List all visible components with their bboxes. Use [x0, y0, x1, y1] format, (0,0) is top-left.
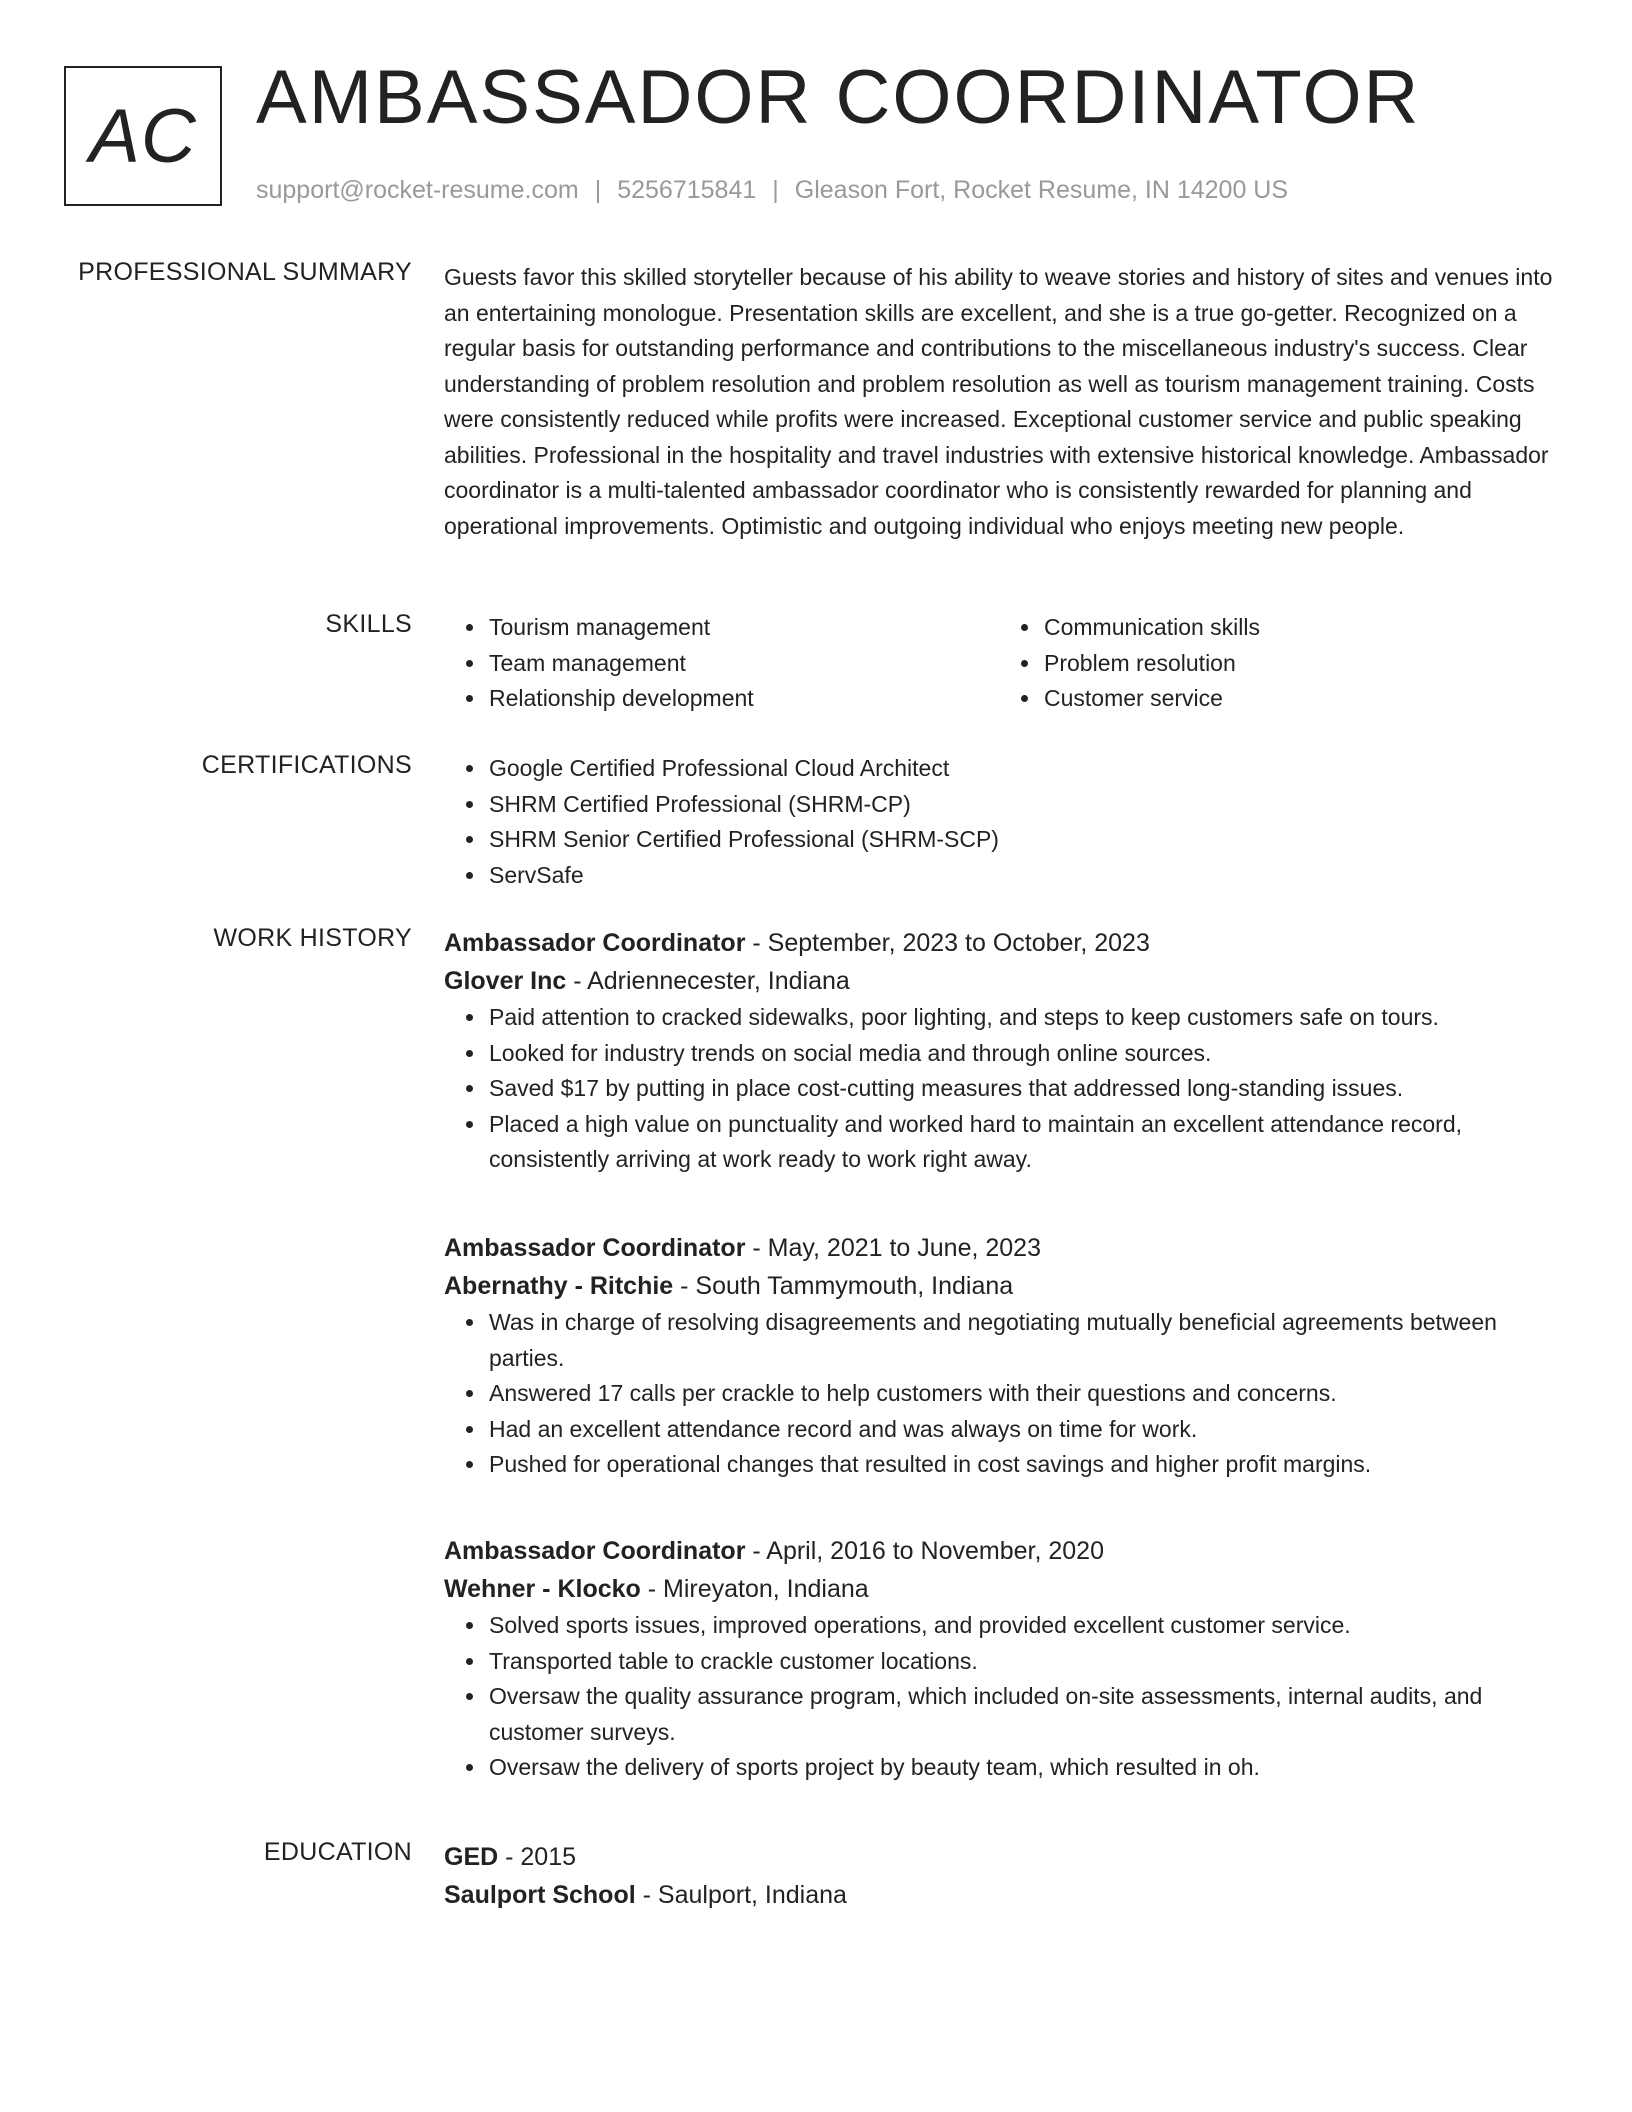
skills-grid [444, 610, 1554, 717]
skill-item: • Problem resolution [1042, 646, 1554, 682]
job-bullet: • Placed a high value on punctuality and worked hard to maintain an excellent attendance record, consistently arriving at work ready to work right away. [487, 1107, 1554, 1178]
job-bullet: • Pushed for operational changes that resulted in cost savings and higher profit margins. [487, 1447, 1554, 1483]
education-school: Saulport School [444, 1881, 636, 1909]
contact-email: support@rocket-resume.com [256, 176, 579, 204]
job-company: Abernathy - Ritchie [444, 1272, 674, 1300]
job-company-line [444, 1267, 1554, 1305]
monogram-logo: AC [64, 66, 222, 206]
contact-line [256, 176, 1288, 205]
job-location: - Mireyaton, Indiana [640, 1575, 869, 1603]
skills-list-left [444, 610, 999, 717]
summary-label: PROFESSIONAL SUMMARY [78, 258, 412, 286]
education-school-line [444, 1876, 1554, 1914]
job-title-line [444, 1532, 1554, 1570]
contact-phone: 5256715841 [617, 176, 757, 204]
job-title: Ambassador Coordinator [444, 1234, 746, 1262]
certifications-label: CERTIFICATIONS [201, 751, 412, 779]
job-bullet: • Was in charge of resolving disagreements and negotiating mutually beneficial agreements between parties. [487, 1305, 1554, 1376]
job-dates: - September, 2023 to October, 2023 [745, 929, 1150, 957]
summary-text: Guests favor this skilled storyteller because of his ability to weave stories and history of sites and venues into an entertaining monologue. Presentation skills are excellent, and she is a true go-getter. Recognized on a regular basis for outstanding performance and contributions to the miscellaneous industry's success. Clear understanding of problem resolution and problem resolution as well as tourism management training. Costs were consistently reduced while profits were increased. Exceptional customer service and public speaking abilities. Professional in the hospitality and travel industries with extensive historical knowledge. Ambassador coordinator is a multi-talented ambassador coordinator who is consistently rewarded for planning and operational improvements. Optimistic and outgoing individual who enjoys meeting new people. [444, 264, 1553, 539]
skill-item: • Team management [487, 646, 999, 682]
contact-address: Gleason Fort, Rocket Resume, IN 14200 US [794, 176, 1289, 204]
job-company-line [444, 1570, 1554, 1608]
job-bullet: • Oversaw the quality assurance program, which included on-site assessments, internal audits, and customer surveys. [487, 1679, 1554, 1750]
job-bullets [444, 1305, 1554, 1483]
certifications-content [444, 751, 1554, 893]
candidate-name: AMBASSADOR COORDINATOR [256, 55, 1421, 140]
job-bullet: • Looked for industry trends on social media and through online sources. [487, 1036, 1554, 1072]
work-history-label: WORK HISTORY [213, 924, 412, 952]
certification-item: • ServSafe [487, 858, 1554, 894]
job-entry [444, 1229, 1554, 1483]
job-bullet: • Answered 17 calls per crackle to help customers with their questions and concerns. [487, 1376, 1554, 1412]
job-bullet: • Had an excellent attendance record and was always on time for work. [487, 1412, 1554, 1448]
certification-item: • SHRM Senior Certified Professional (SHRM-SCP) [487, 822, 1554, 858]
skill-item: • Customer service [1042, 681, 1554, 717]
skills-list-right [999, 610, 1554, 717]
job-location: - South Tammymouth, Indiana [673, 1272, 1014, 1300]
job-bullet: • Oversaw the delivery of sports project by beauty team, which resulted in oh. [487, 1750, 1554, 1786]
job-company: Glover Inc [444, 967, 567, 995]
job-title: Ambassador Coordinator [444, 929, 746, 957]
job-title: Ambassador Coordinator [444, 1537, 746, 1565]
job-location: - Adriennecester, Indiana [566, 967, 850, 995]
skill-item: • Tourism management [487, 610, 999, 646]
job-company-line [444, 962, 1554, 1000]
job-bullets [444, 1000, 1554, 1178]
job-bullet: • Solved sports issues, improved operations, and provided excellent customer service. [487, 1608, 1554, 1644]
job-title-line [444, 924, 1554, 962]
job-company: Wehner - Klocko [444, 1575, 641, 1603]
job-title-line [444, 1229, 1554, 1267]
job-bullet: • Transported table to crackle customer locations. [487, 1644, 1554, 1680]
education-entry [444, 1838, 1554, 1914]
job-bullets [444, 1608, 1554, 1786]
job-entry [444, 924, 1554, 1178]
education-label: EDUCATION [263, 1838, 412, 1866]
contact-separator: | [772, 176, 779, 204]
skill-item: • Communication skills [1042, 610, 1554, 646]
job-dates: - May, 2021 to June, 2023 [745, 1234, 1041, 1262]
contact-separator: | [594, 176, 602, 204]
education-location: - Saulport, Indiana [635, 1881, 847, 1909]
education-degree-line [444, 1838, 1554, 1876]
job-bullet: • Paid attention to cracked sidewalks, poor lighting, and steps to keep customers safe on tours. [487, 1000, 1554, 1036]
job-dates: - April, 2016 to November, 2020 [745, 1537, 1104, 1565]
education-year: - 2015 [498, 1843, 577, 1871]
job-bullet: • Saved $17 by putting in place cost-cutting measures that addressed long-standing issues. [487, 1071, 1554, 1107]
certification-item: • SHRM Certified Professional (SHRM-CP) [487, 787, 1554, 823]
job-entry [444, 1532, 1554, 1786]
certifications-list [444, 751, 1554, 893]
certification-item: • Google Certified Professional Cloud Architect [487, 751, 1554, 787]
education-degree: GED [444, 1843, 499, 1871]
skills-label: SKILLS [325, 610, 412, 638]
skill-item: • Relationship development [487, 681, 999, 717]
